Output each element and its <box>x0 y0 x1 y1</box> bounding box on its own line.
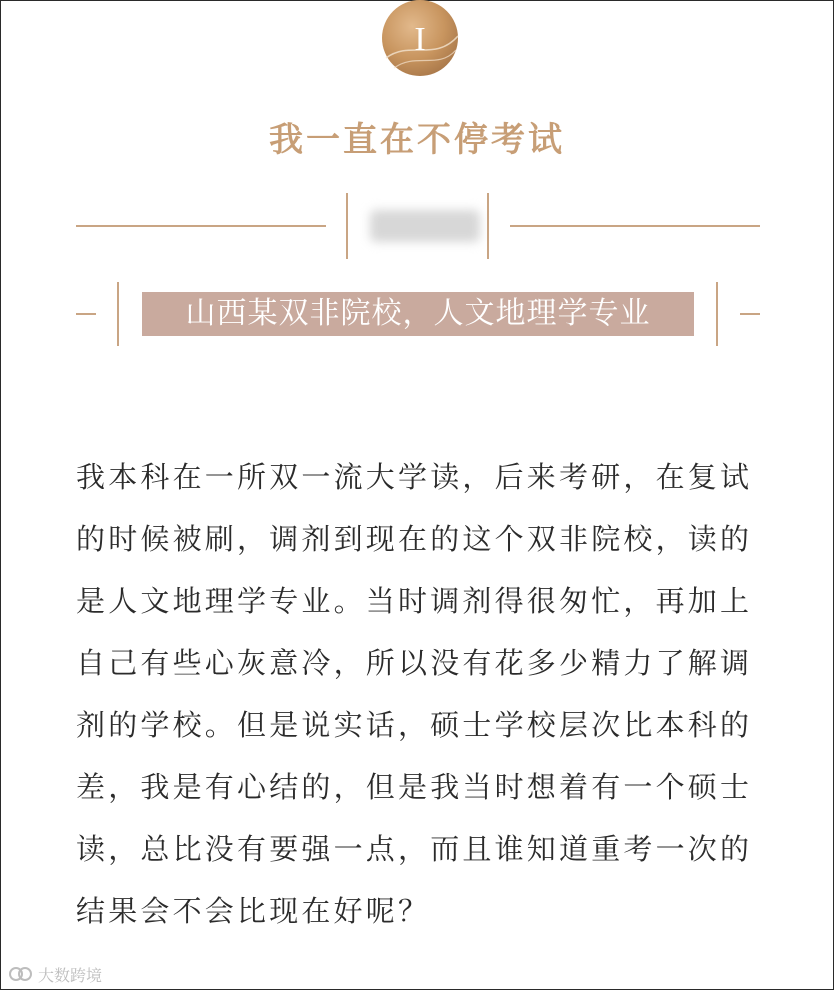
right-rule <box>510 225 760 227</box>
body-line: 自己有些心灰意冷，所以没有花多少精力了解调 <box>76 646 753 680</box>
subtitle: 山西某双非院校，人文地理学专业 <box>185 296 651 331</box>
page-title: 我一直在不停考试 <box>269 120 565 160</box>
body-line: 我本科在一所双一流大学读，后来考研，在复试 <box>76 460 753 494</box>
watermark <box>8 962 102 986</box>
left-rule <box>76 225 326 227</box>
left-divider <box>346 193 348 259</box>
subtitle-left-dash <box>76 313 96 315</box>
subtitle-right-dash <box>740 313 760 315</box>
body-line: 剂的学校。但是说实话，硕士学校层次比本科的 <box>76 708 753 742</box>
body-line: 读，总比没有要强一点，而且谁知道重考一次的 <box>76 832 753 866</box>
subtitle-right-divider <box>716 282 718 346</box>
section-badge-icon <box>380 0 460 78</box>
watermark-text: 大数跨境 <box>38 965 103 985</box>
right-divider <box>487 193 489 259</box>
blurred-author <box>370 210 480 242</box>
body-line: 是人文地理学专业。当时调剂得很匆忙，再加上 <box>76 584 753 618</box>
subtitle-left-divider <box>117 282 119 346</box>
body-line: 差，我是有心结的，但是我当时想着有一个硕士 <box>76 770 753 804</box>
watermark-logo-icon <box>8 964 34 984</box>
body-line: 的时候被刷，调剂到现在的这个双非院校，读的 <box>76 522 753 556</box>
body-line: 结果会不会比现在好呢？ <box>76 894 431 928</box>
article-body <box>76 446 766 942</box>
badge-numeral: I <box>414 21 426 58</box>
